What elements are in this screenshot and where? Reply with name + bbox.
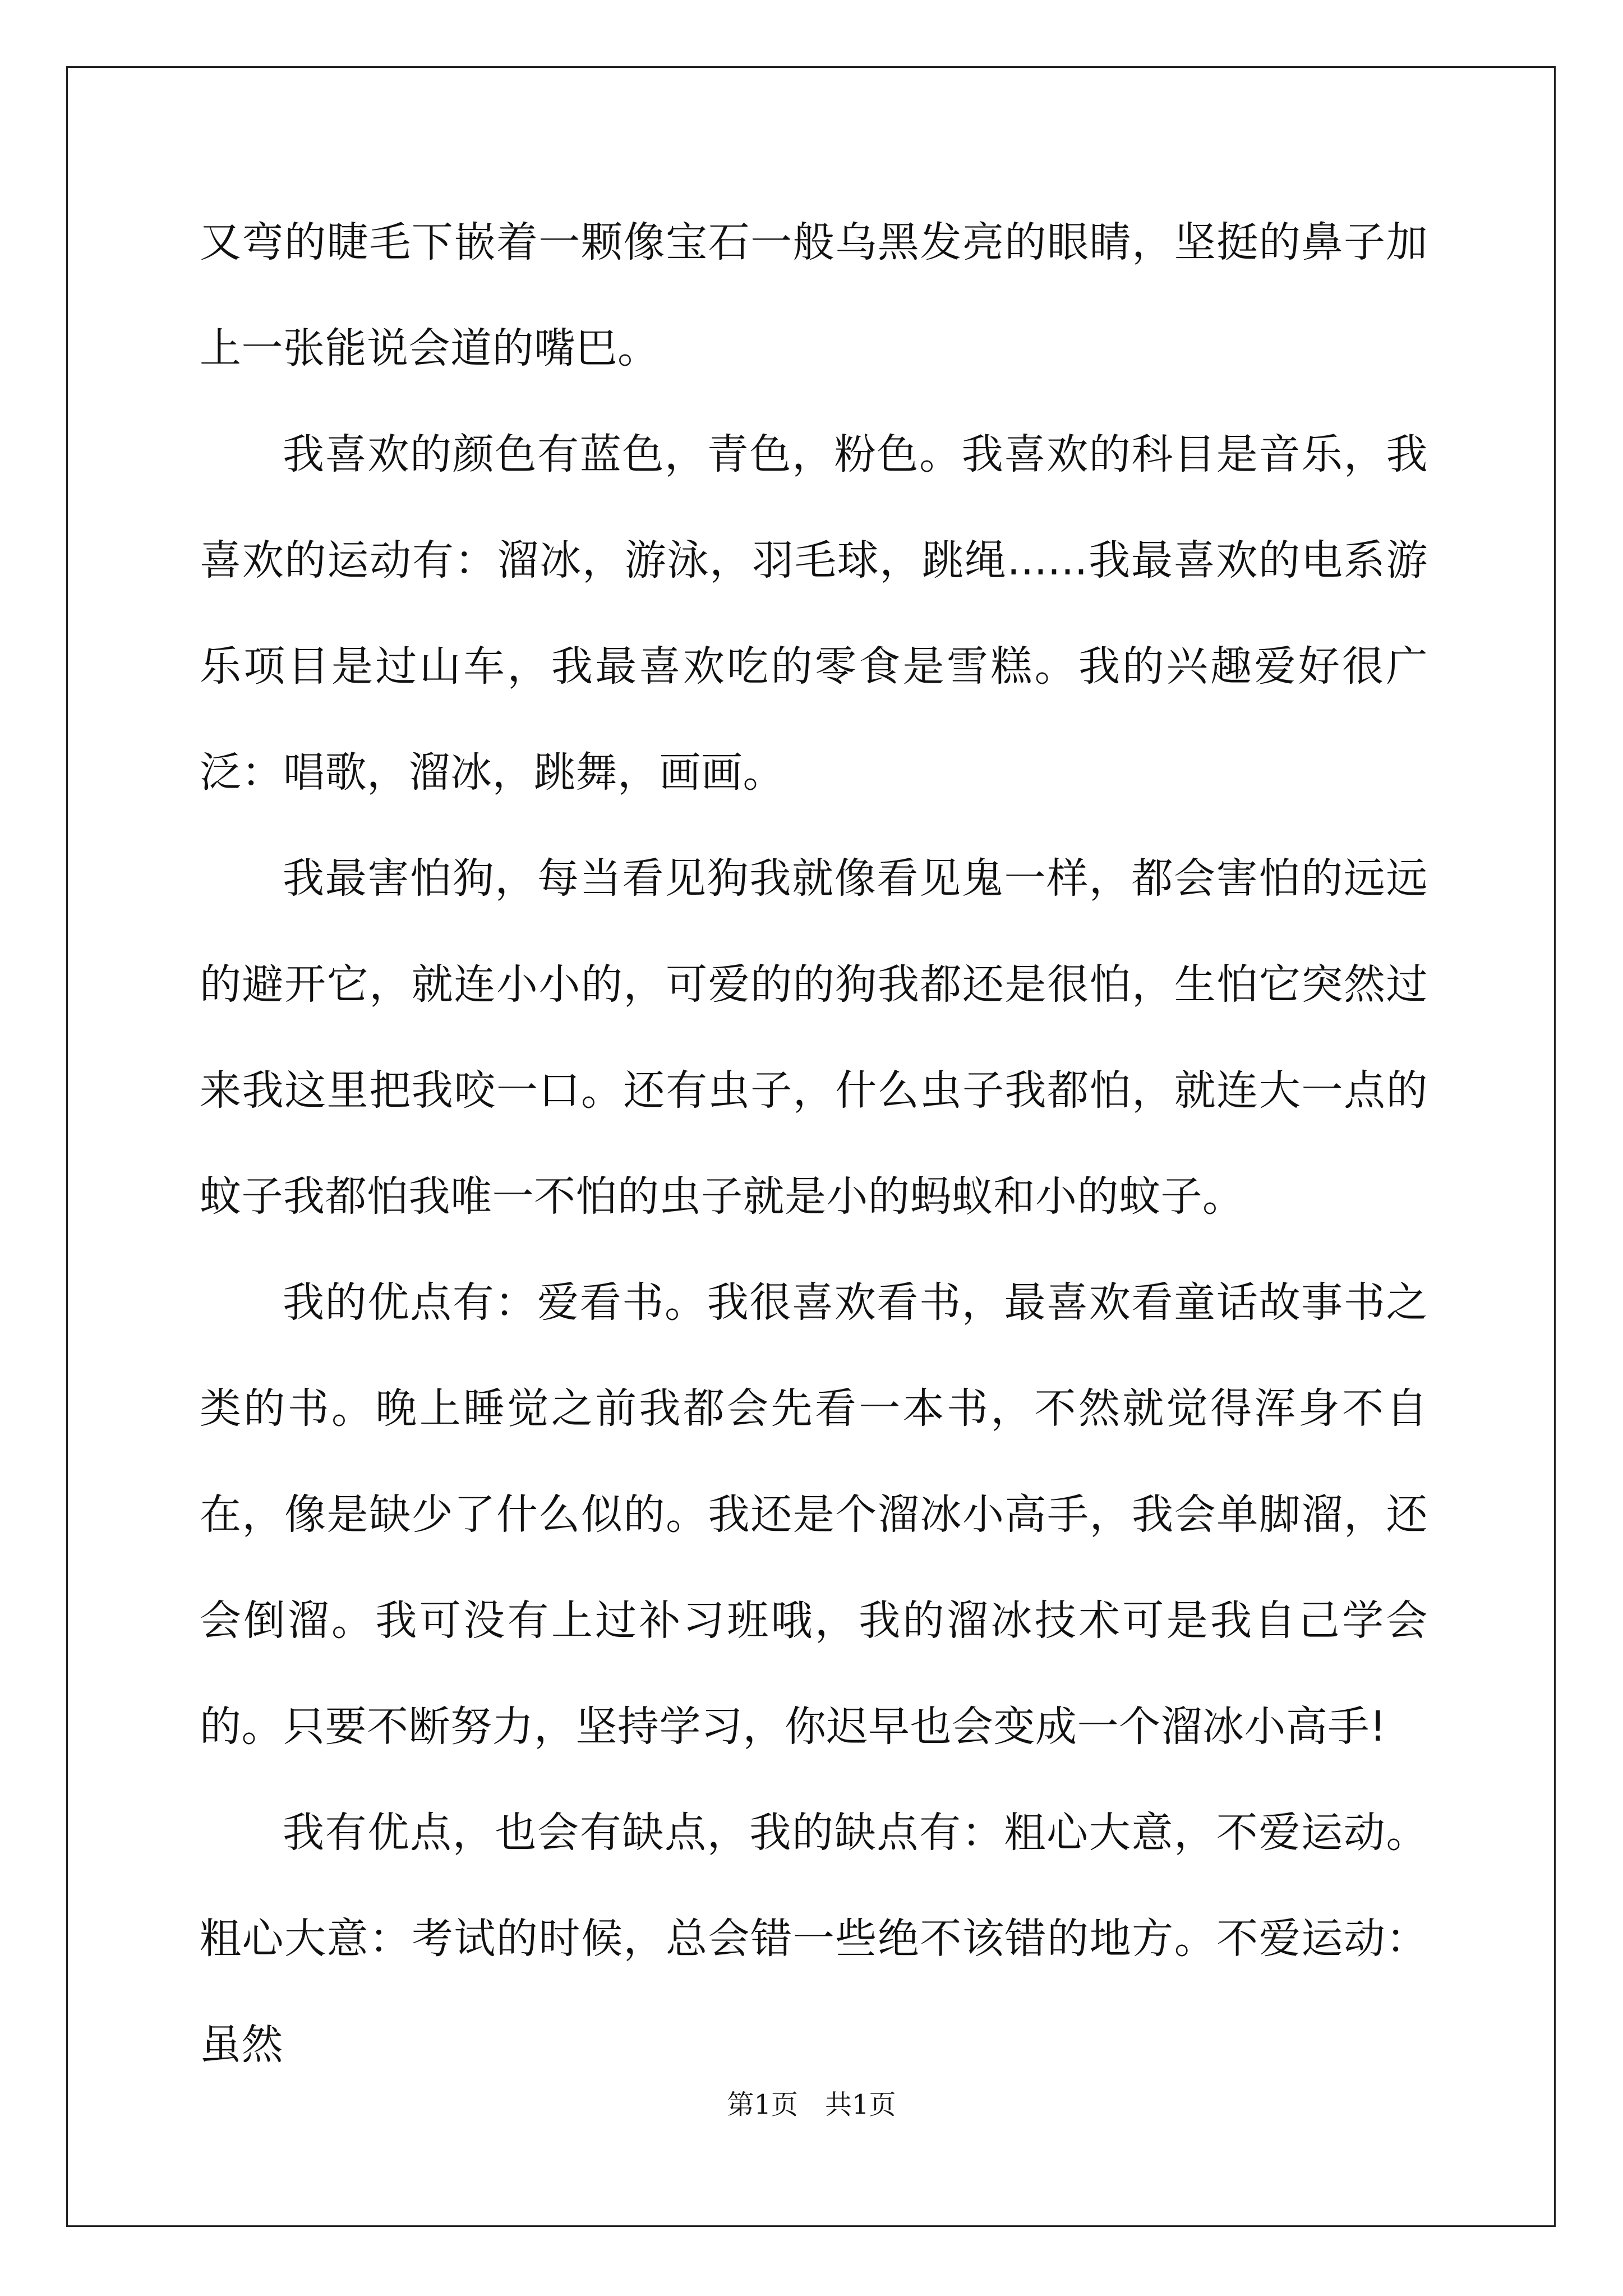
document-body	[200, 190, 1428, 2098]
page-total: 共1页	[825, 2089, 896, 2120]
page-number: 第1页	[727, 2089, 798, 2120]
page-footer	[0, 2088, 1623, 2122]
paragraph-3: 我最害怕狗，每当看见狗我就像看见鬼一样，都会害怕的远远的避开它，就连小小的，可爱的的狗我都还是很怕，生怕它突然过来我这里把我咬一口。还有虫子，什么虫子我都怕，就连大一点的蚊子我都怕我唯一不怕的虫子就是小的蚂蚁和小的蚊子。	[200, 854, 1428, 1221]
paragraph-2: 我喜欢的颜色有蓝色，青色，粉色。我喜欢的科目是音乐，我喜欢的运动有：溜冰，游泳，羽毛球，跳绳......我最喜欢的电系游乐项目是过山车，我最喜欢吃的零食是雪糕。我的兴趣爱好很广泛：唱歌，溜冰，跳舞，画画。	[200, 430, 1428, 797]
paragraph-1: 又弯的睫毛下嵌着一颗像宝石一般乌黑发亮的眼睛，坚挺的鼻子加上一张能说会道的嘴巴。	[200, 218, 1428, 372]
paragraph-4: 我的优点有：爱看书。我很喜欢看书，最喜欢看童话故事书之类的书。晚上睡觉之前我都会先看一本书，不然就觉得浑身不自在，像是缺少了什么似的。我还是个溜冰小高手，我会单脚溜，还会倒溜。我可没有上过补习班哦，我的溜冰技术可是我自己学会的。只要不断努力，坚持学习，你迟早也会变成一个溜冰小高手!	[200, 1278, 1428, 1751]
paragraph-5: 我有优点，也会有缺点，我的缺点有：粗心大意，不爱运动。粗心大意：考试的时候，总会错一些绝不该错的地方。不爱运动：虽然	[200, 1809, 1428, 2069]
